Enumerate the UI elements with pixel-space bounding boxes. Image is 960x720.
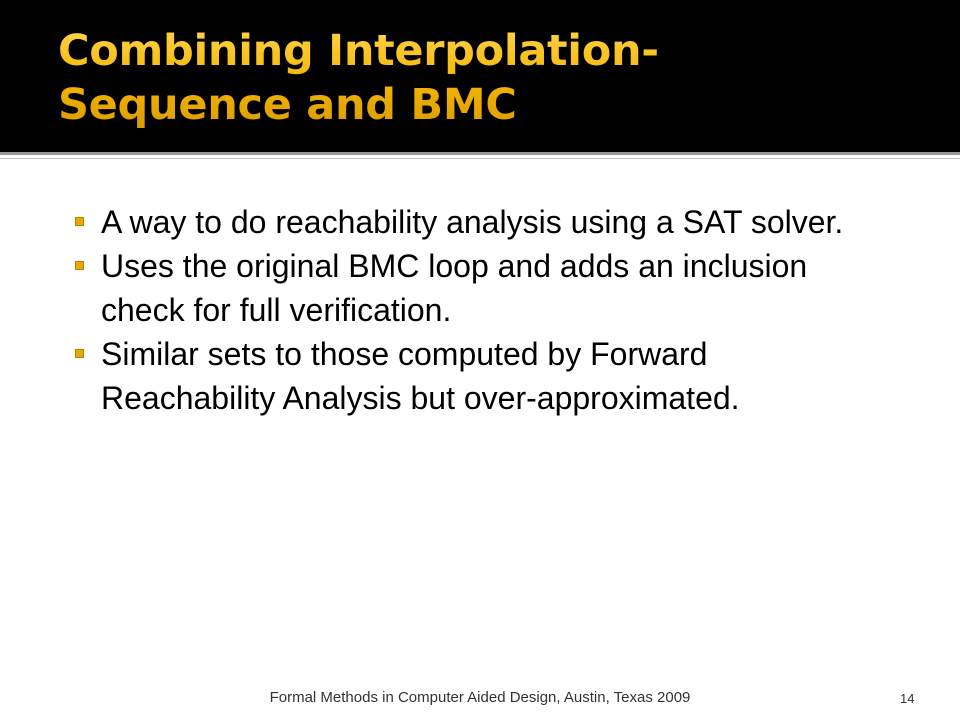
square-bullet-icon [75,261,84,270]
bullet-item [70,244,870,332]
square-bullet-icon [75,217,84,226]
bullet-item [70,200,870,244]
page-number: 14 [900,691,915,706]
bullet-text: Uses the original BMC loop and adds an inclusion check for full verification. [101,248,808,328]
slide-title-line-1: Combining Interpolation- [58,26,659,76]
bullet-text: A way to do reachability analysis using a SAT solver. [101,204,844,240]
bullet-list [70,200,870,420]
slide-footer: Formal Methods in Computer Aided Design, Austin, Texas 2009 [269,689,691,706]
slide-title-line-2: Sequence and BMC [58,80,517,130]
bullet-text: Similar sets to those computed by Forward Reachability Analysis but over-approximated. [101,336,740,416]
bullet-item [70,332,870,420]
title-band [0,0,960,152]
square-bullet-icon [75,349,84,358]
title-divider [0,152,960,155]
slide-title [58,24,938,132]
title-divider-thin [0,158,960,159]
